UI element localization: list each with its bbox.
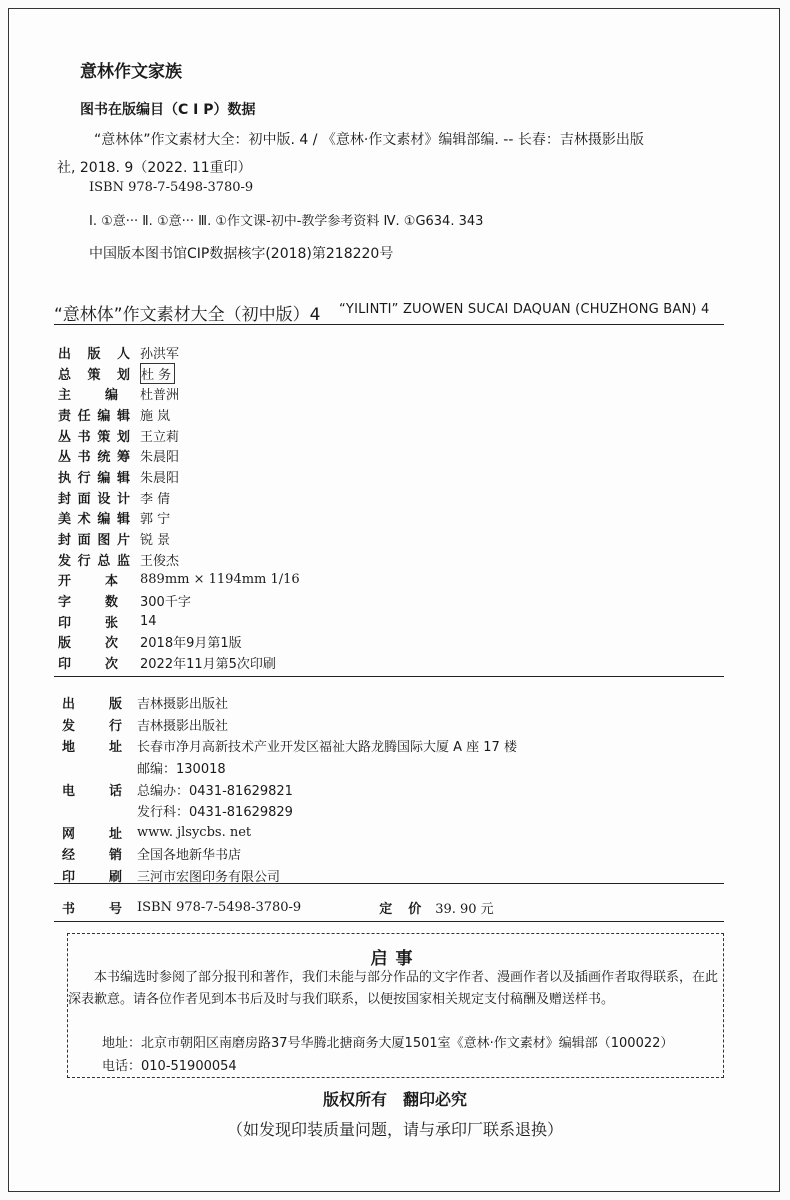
staff-value: 14 (140, 613, 157, 629)
staff-label: 封 面 图 片 (58, 533, 130, 549)
book-title-en: “YILINTI” ZUOWEN SUCAI DAQUAN (CHUZHONG BAN) 4 (339, 302, 710, 317)
staff-row (58, 383, 300, 404)
book-number-value: ISBN 978-7-5498-3780-9 (137, 900, 302, 915)
publisher-label: 出 版 (62, 697, 122, 713)
phone-row (58, 778, 517, 800)
phone-label: 电 话 (62, 783, 122, 799)
price-value: 39. 90 元 (435, 902, 494, 917)
staff-row (58, 590, 300, 611)
staff-label: 版 次 (58, 636, 118, 652)
staff-row (58, 508, 300, 529)
cip-line-1: “意林体”作文素材大全：初中版. 4 / 《意林·作文素材》编辑部编. -- 长春：吉林摄影出版 (94, 132, 644, 148)
notice-box (67, 933, 724, 1078)
book-number-row (62, 898, 494, 917)
staff-label: 执 行 编 辑 (58, 470, 130, 486)
notice-text: 本书编选时参阅了部分报刊和著作，我们未能与部分作品的文字作者、漫画作者以及插画作者取得联系，在此深表歉意。请各位作者见到本书后及时与我们联系，以便按国家相关规定支付稿酬及赠送样书。 (68, 970, 719, 1007)
staff-label: 印 张 (58, 615, 118, 631)
book-title-cn: “意林体”作文素材大全（初中版）4 (54, 305, 321, 325)
printer-value: 三河市宏图印务有限公司 (137, 870, 281, 886)
publisher-info (58, 692, 517, 886)
staff-value: 王俊杰 (140, 553, 180, 569)
price-label: 定 价 (379, 902, 422, 917)
staff-value: 杜 务 (140, 363, 175, 384)
staff-row (58, 549, 300, 570)
staff-row (58, 652, 300, 673)
staff-row (58, 487, 300, 508)
printer-label: 印 刷 (62, 870, 122, 886)
divider (54, 883, 724, 884)
series-name: 意林作文家族 (80, 62, 182, 82)
staff-row (58, 632, 300, 653)
staff-label: 发 行 总 监 (58, 553, 130, 569)
distributor-row (58, 714, 517, 736)
cip-heading: 图书在版编目（C I P）数据 (80, 102, 256, 118)
divider (54, 324, 724, 325)
seller-label: 经 销 (62, 848, 122, 864)
staff-value: 李 倩 (140, 491, 171, 507)
cip-record-number: 中国版本图书馆CIP数据核字(2018)第218220号 (89, 246, 394, 262)
staff-row (58, 445, 300, 466)
staff-value: 889mm × 1194mm 1/16 (140, 572, 300, 588)
cip-isbn: ISBN 978-7-5498-3780-9 (89, 180, 254, 195)
notice-body (68, 967, 718, 1010)
staff-value: 锐 景 (140, 533, 171, 549)
notice-phone: 电话：010-51900054 (102, 1059, 237, 1074)
staff-row (58, 404, 300, 425)
staff-label: 字 数 (58, 595, 118, 611)
staff-label: 封 面 设 计 (58, 491, 130, 507)
address-row (58, 735, 517, 757)
staff-row (58, 528, 300, 549)
divider (54, 921, 724, 922)
publisher-value: 吉林摄影出版社 (137, 697, 229, 713)
staff-row (58, 570, 300, 591)
staff-list (58, 342, 300, 673)
staff-label: 开 本 (58, 574, 118, 590)
staff-value: 2022年11月第5次印刷 (140, 657, 276, 673)
divider (54, 676, 724, 677)
staff-label: 印 次 (58, 657, 118, 673)
staff-value: 郭 宁 (140, 512, 171, 528)
seller-value: 全国各地新华书店 (137, 848, 242, 864)
cip-line-2: 社, 2018. 9（2022. 11重印） (57, 160, 252, 176)
seller-row (58, 843, 517, 865)
website-row (58, 822, 517, 844)
staff-value: 朱晨阳 (140, 470, 180, 486)
postcode-row (58, 757, 517, 779)
distributor-label: 发 行 (62, 718, 122, 734)
distributor-value: 吉林摄影出版社 (137, 718, 229, 734)
website-value: www. jlsycbs. net (137, 824, 252, 840)
phone-value: 总编办：0431-81629821 (137, 783, 293, 799)
postcode-value: 邮编：130018 (137, 762, 226, 778)
staff-value: 300千字 (140, 595, 191, 611)
staff-label: 美 术 编 辑 (58, 512, 130, 528)
cip-classification: Ⅰ. ①意··· Ⅱ. ①意··· Ⅲ. ①作文课-初中-教学参考资料 Ⅳ. ①G634. 343 (89, 214, 484, 229)
staff-row (58, 425, 300, 446)
staff-value: 施 岚 (140, 408, 171, 424)
staff-value: 王立莉 (140, 429, 180, 445)
copyright-notice: 版权所有 翻印必究 (322, 1090, 467, 1109)
address-label: 地 址 (62, 740, 122, 756)
return-notice: （如发现印装质量问题，请与承印厂联系退换） (226, 1120, 563, 1139)
notice-title: 启事 (370, 949, 421, 969)
website-label: 网 址 (62, 826, 122, 842)
notice-address: 地址：北京市朝阳区南磨房路37号华腾北搪商务大厦1501室《意林·作文素材》编辑部（100022） (102, 1036, 674, 1051)
copyright-page (8, 8, 780, 1192)
phone2-row (58, 800, 517, 822)
staff-row (58, 611, 300, 632)
publisher-row (58, 692, 517, 714)
staff-value: 2018年9月第1版 (140, 636, 242, 652)
staff-value: 杜普洲 (140, 388, 180, 404)
staff-label: 丛 书 统 筹 (58, 450, 130, 466)
staff-row (58, 342, 300, 363)
book-number-label: 书 号 (62, 902, 122, 917)
staff-row (58, 363, 300, 384)
staff-label: 总 策 划 (58, 367, 130, 383)
staff-label: 出 版 人 (58, 346, 130, 362)
staff-label: 丛 书 策 划 (58, 429, 130, 445)
staff-label: 责 任 编 辑 (58, 408, 130, 424)
address-value: 长春市净月高新技术产业开发区福祉大路龙腾国际大厦 A 座 17 楼 (137, 740, 517, 756)
staff-row (58, 466, 300, 487)
phone2-value: 发行科：0431-81629829 (137, 805, 293, 821)
staff-label: 主 编 (58, 388, 118, 404)
staff-value: 朱晨阳 (140, 450, 180, 466)
staff-value: 孙洪军 (140, 346, 180, 362)
